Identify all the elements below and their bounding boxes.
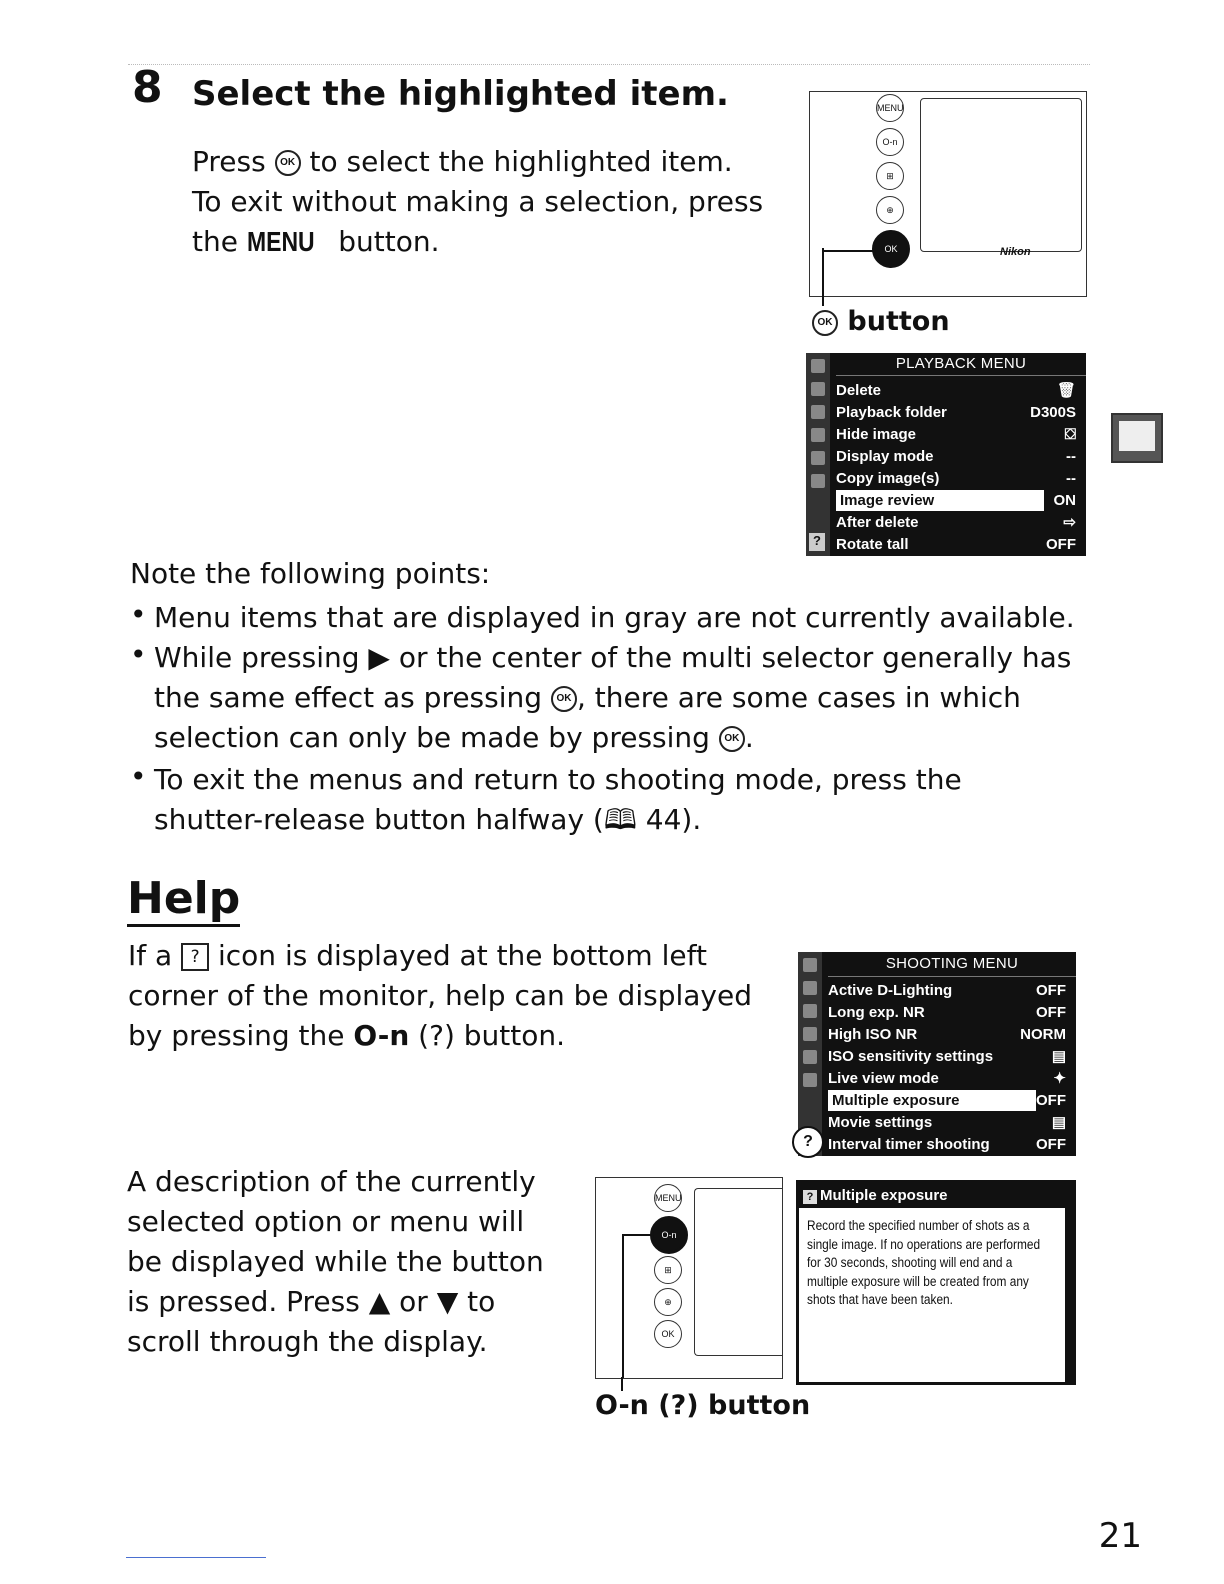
row-value: D300S [1030, 404, 1076, 421]
menu-row [836, 512, 1076, 533]
row-value: -- [1066, 448, 1076, 465]
note3-ref: 44). [645, 803, 702, 836]
row-value: 🗑 [1056, 382, 1076, 399]
help-p2-line: selected option or menu will [127, 1205, 525, 1238]
row-value: ▤ [1051, 1048, 1066, 1065]
book-icon: 🕮 [603, 803, 637, 836]
menu-row [836, 468, 1076, 489]
menu-row [836, 380, 1076, 401]
zoom-button-icon: ⊕ [654, 1288, 682, 1316]
menu-button-icon: MENU [654, 1184, 682, 1212]
row-value: OFF [1036, 982, 1066, 999]
menu-row-selected [836, 490, 1076, 511]
instr-line1: to select the highlighted item. [309, 145, 733, 178]
ok-icon: OK [275, 150, 301, 176]
ok-icon: OK [812, 310, 838, 336]
callout-line-v [822, 248, 824, 306]
callout-line-tail [621, 1377, 623, 1391]
menu-row [828, 1068, 1066, 1089]
help-heading: Help [127, 874, 240, 927]
note-bullet: • [130, 760, 147, 793]
row-label: ISO sensitivity settings [828, 1048, 994, 1065]
menu-row [836, 534, 1076, 555]
note-bullet: • [130, 598, 147, 631]
menu-row-selected [828, 1090, 1066, 1111]
page-number: 21 [1098, 1516, 1142, 1556]
help-p2-line: is pressed. Press ▲ or ▼ to [127, 1285, 496, 1318]
menu-row [828, 980, 1066, 1001]
menu-row [828, 1046, 1066, 1067]
note3-a: To exit the menus and return to shooting mode, press the [154, 763, 962, 796]
right-arrow-icon: ▶ [368, 641, 390, 674]
note-bullet: • [130, 638, 147, 671]
menu-tab-strip [806, 353, 830, 556]
row-label: Hide image [836, 426, 917, 443]
ok-icon: OK [719, 726, 745, 752]
help-screen-header [799, 1183, 1073, 1208]
row-value: OFF [1046, 536, 1076, 553]
help-p2-line: A description of the currently [127, 1165, 536, 1198]
row-label: After delete [836, 514, 919, 531]
row-value: ON [1053, 492, 1076, 509]
protect-button-icon: O-n [876, 128, 904, 156]
protect-key-icon: O-n [353, 1019, 410, 1052]
row-label: Interval timer shooting [828, 1136, 990, 1153]
footer-rule [126, 1557, 266, 1558]
note2-b: or the center of the multi selector generally has [398, 641, 1072, 674]
help-icon: ? [803, 1190, 817, 1204]
menu-row [836, 446, 1076, 467]
shooting-menu-screen [798, 952, 1076, 1156]
note-1: Menu items that are displayed in gray are not currently available. [154, 601, 1075, 634]
callout-line-h [622, 1234, 652, 1236]
step-title: Select the highlighted item. [192, 74, 729, 114]
camera-back-illustration-2 [595, 1177, 783, 1379]
step-number: 8 [132, 62, 163, 113]
zoom-button-icon: ⊕ [876, 196, 904, 224]
note3-b: shutter-release button halfway ( [154, 803, 604, 836]
row-label: Playback folder [836, 404, 947, 421]
row-value: ✦ [1053, 1070, 1066, 1087]
menu-row [828, 1112, 1066, 1133]
playback-menu-screen [806, 353, 1086, 556]
note2-e: selection can only be made by pressing [154, 721, 710, 754]
protect-button-caption [595, 1390, 810, 1421]
row-label: Movie settings [828, 1114, 933, 1131]
menu-row [836, 424, 1076, 445]
row-label: Image review [836, 490, 1044, 511]
camera-monitor [694, 1188, 783, 1356]
menu-row [836, 402, 1076, 423]
row-label: Display mode [836, 448, 934, 465]
ok-button-icon: OK [654, 1320, 682, 1348]
help-p1-d: by pressing the [128, 1019, 345, 1052]
top-dotted-rule [128, 64, 1090, 65]
row-value: ⇨ [1063, 514, 1076, 531]
instr-the: the [192, 225, 238, 258]
note-3 [154, 760, 962, 840]
row-label: Rotate tall [836, 536, 909, 553]
menu-key-label: MENU [246, 226, 315, 257]
callout-line-v [622, 1234, 624, 1378]
callout-line-h [822, 250, 876, 252]
help-screen-border [1065, 1208, 1073, 1382]
notes-intro: Note the following points: [130, 557, 491, 590]
help-icon-highlight: ? [792, 1126, 824, 1158]
caption-text: (?) button [658, 1390, 811, 1421]
menu-row [828, 1024, 1066, 1045]
ok-icon: OK [551, 686, 577, 712]
help-screen-title: Multiple exposure [820, 1187, 948, 1204]
instr-line2: To exit without making a selection, press [192, 185, 764, 218]
menu-row [828, 1002, 1066, 1023]
help-paragraph-2 [127, 1162, 544, 1362]
step-instructions [192, 142, 763, 262]
row-value: OFF [1036, 1004, 1066, 1021]
note-2: While pressing ▶ or the center of the multi selector generally has the same effect as pressing OK , there are some cases in which selection can only be made by pressing OK . [154, 641, 1072, 754]
help-description-screen [796, 1180, 1076, 1385]
ok-button-caption [812, 306, 950, 337]
help-p1-b: icon is displayed at the bottom left [218, 939, 707, 972]
help-p1-a: If a [128, 939, 173, 972]
row-label: Copy image(s) [836, 470, 940, 487]
protect-key-icon: O-n [595, 1390, 649, 1421]
instr-button: button. [338, 225, 440, 258]
row-label: High ISO NR [828, 1026, 918, 1043]
thumbnail-button-icon: ⊞ [654, 1256, 682, 1284]
nikon-logo: Nikon [1000, 246, 1031, 258]
help-p1-e: (?) button. [418, 1019, 566, 1052]
ok-button-icon: OK [872, 230, 910, 268]
menu-row [828, 1134, 1066, 1155]
row-value: NORM [1020, 1026, 1066, 1043]
help-p2-line: be displayed while the button [127, 1245, 544, 1278]
instr-press: Press [192, 145, 266, 178]
note2-a: While pressing [154, 641, 360, 674]
row-label: Live view mode [828, 1070, 939, 1087]
row-value: ⛋ [1064, 426, 1076, 443]
thumbnail-button-icon: ⊞ [876, 162, 904, 190]
row-value: -- [1066, 470, 1076, 487]
playback-menu-title: PLAYBACK MENU [836, 353, 1086, 376]
note2-d: , there are some cases in which [576, 681, 1021, 714]
help-icon: ? [809, 533, 825, 551]
row-value: ▤ [1051, 1114, 1066, 1131]
help-screen-text: Record the specified number of shots as a single image. If no operations are performed for 30 seconds, shooting will end and a multiple exposure will be created from any shots that have been taken. [807, 1218, 1041, 1307]
row-label: Multiple exposure [828, 1090, 1036, 1111]
help-paragraph-1 [128, 936, 752, 1056]
menu-button-icon: MENU [876, 94, 904, 122]
caption-text: button [847, 306, 950, 337]
row-label: Active D-Lighting [828, 982, 953, 999]
section-tab-icon [1111, 413, 1163, 463]
note2-c: the same effect as pressing [154, 681, 543, 714]
camera-back-illustration [809, 91, 1087, 297]
help-p2-line: scroll through the display. [127, 1325, 488, 1358]
row-label: Delete [836, 382, 882, 399]
camera-monitor [920, 98, 1082, 252]
help-question-icon: ? [181, 943, 209, 971]
row-value: OFF [1036, 1092, 1066, 1109]
row-label: Long exp. NR [828, 1004, 925, 1021]
shooting-menu-title: SHOOTING MENU [828, 952, 1076, 977]
help-p1-c: corner of the monitor, help can be displayed [128, 979, 752, 1012]
protect-button-icon: O-n [650, 1216, 688, 1254]
row-value: OFF [1036, 1136, 1066, 1153]
